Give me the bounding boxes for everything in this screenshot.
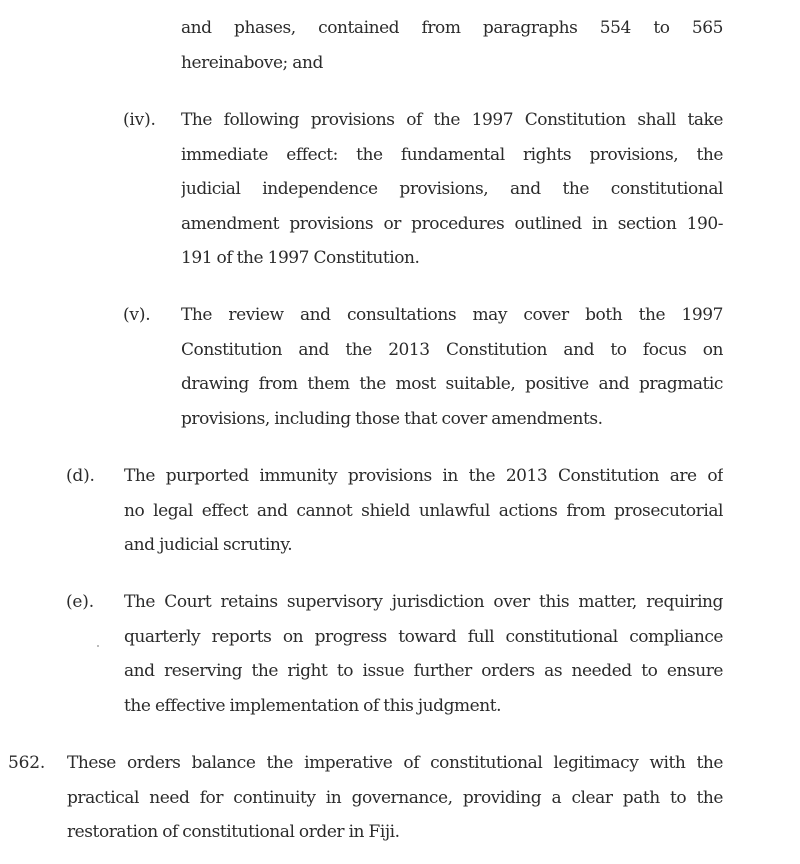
- paragraph-text: [181, 11, 723, 80]
- paragraph-text: [181, 298, 723, 436]
- text-line: The purported immunity provisions in the 2013 Constitution are of: [124, 466, 723, 486]
- text-line: hereinabove; and: [181, 52, 323, 73]
- paragraph-text: [124, 585, 723, 723]
- text-line: and reserving the right to issue further orders as needed to ensure: [124, 661, 723, 681]
- text-line: no legal effect and cannot shield unlawful actions from prosecutorial: [124, 500, 723, 521]
- text-line: drawing from them the most suitable, positive and pragmatic: [181, 374, 723, 394]
- paragraph-text: [124, 459, 723, 563]
- text-line: The review and consultations may cover both the 1997: [181, 305, 723, 325]
- text-line: the effective implementation of this judgment.: [124, 695, 502, 716]
- text-line: and judicial scrutiny.: [124, 535, 293, 555]
- text-line: amendment provisions or procedures outlined in section 190-: [181, 213, 723, 234]
- item-label: (iv).: [123, 110, 156, 130]
- text-line: These orders balance the imperative of constitutional legitimacy with the: [67, 753, 723, 773]
- text-line: Constitution and the 2013 Constitution and to focus on: [181, 339, 723, 360]
- paragraph-number: 562.: [8, 753, 46, 773]
- text-line: judicial independence provisions, and the constitutional: [181, 179, 723, 199]
- text-line: quarterly reports on progress toward full constitutional compliance: [124, 626, 723, 647]
- text-line: and phases, contained from paragraphs 554 to 565: [181, 18, 723, 38]
- text-line: The following provisions of the 1997 Constitution shall take: [181, 110, 723, 130]
- scan-speck: [97, 645, 99, 647]
- text-line: practical need for continuity in governance, providing a clear path to the: [67, 787, 723, 808]
- item-label: (e).: [66, 592, 94, 612]
- text-line: 191 of the 1997 Constitution.: [181, 248, 420, 268]
- text-line: The Court retains supervisory jurisdiction over this matter, requiring: [124, 592, 723, 612]
- text-line: immediate effect: the fundamental rights provisions, the: [181, 144, 723, 165]
- paragraph-text: [67, 746, 723, 850]
- paragraph-text: [181, 103, 723, 276]
- item-label: (v).: [123, 305, 151, 325]
- text-line: provisions, including those that cover amendments.: [181, 408, 603, 429]
- text-line: restoration of constitutional order in Fiji.: [67, 822, 400, 842]
- item-label: (d).: [66, 466, 95, 486]
